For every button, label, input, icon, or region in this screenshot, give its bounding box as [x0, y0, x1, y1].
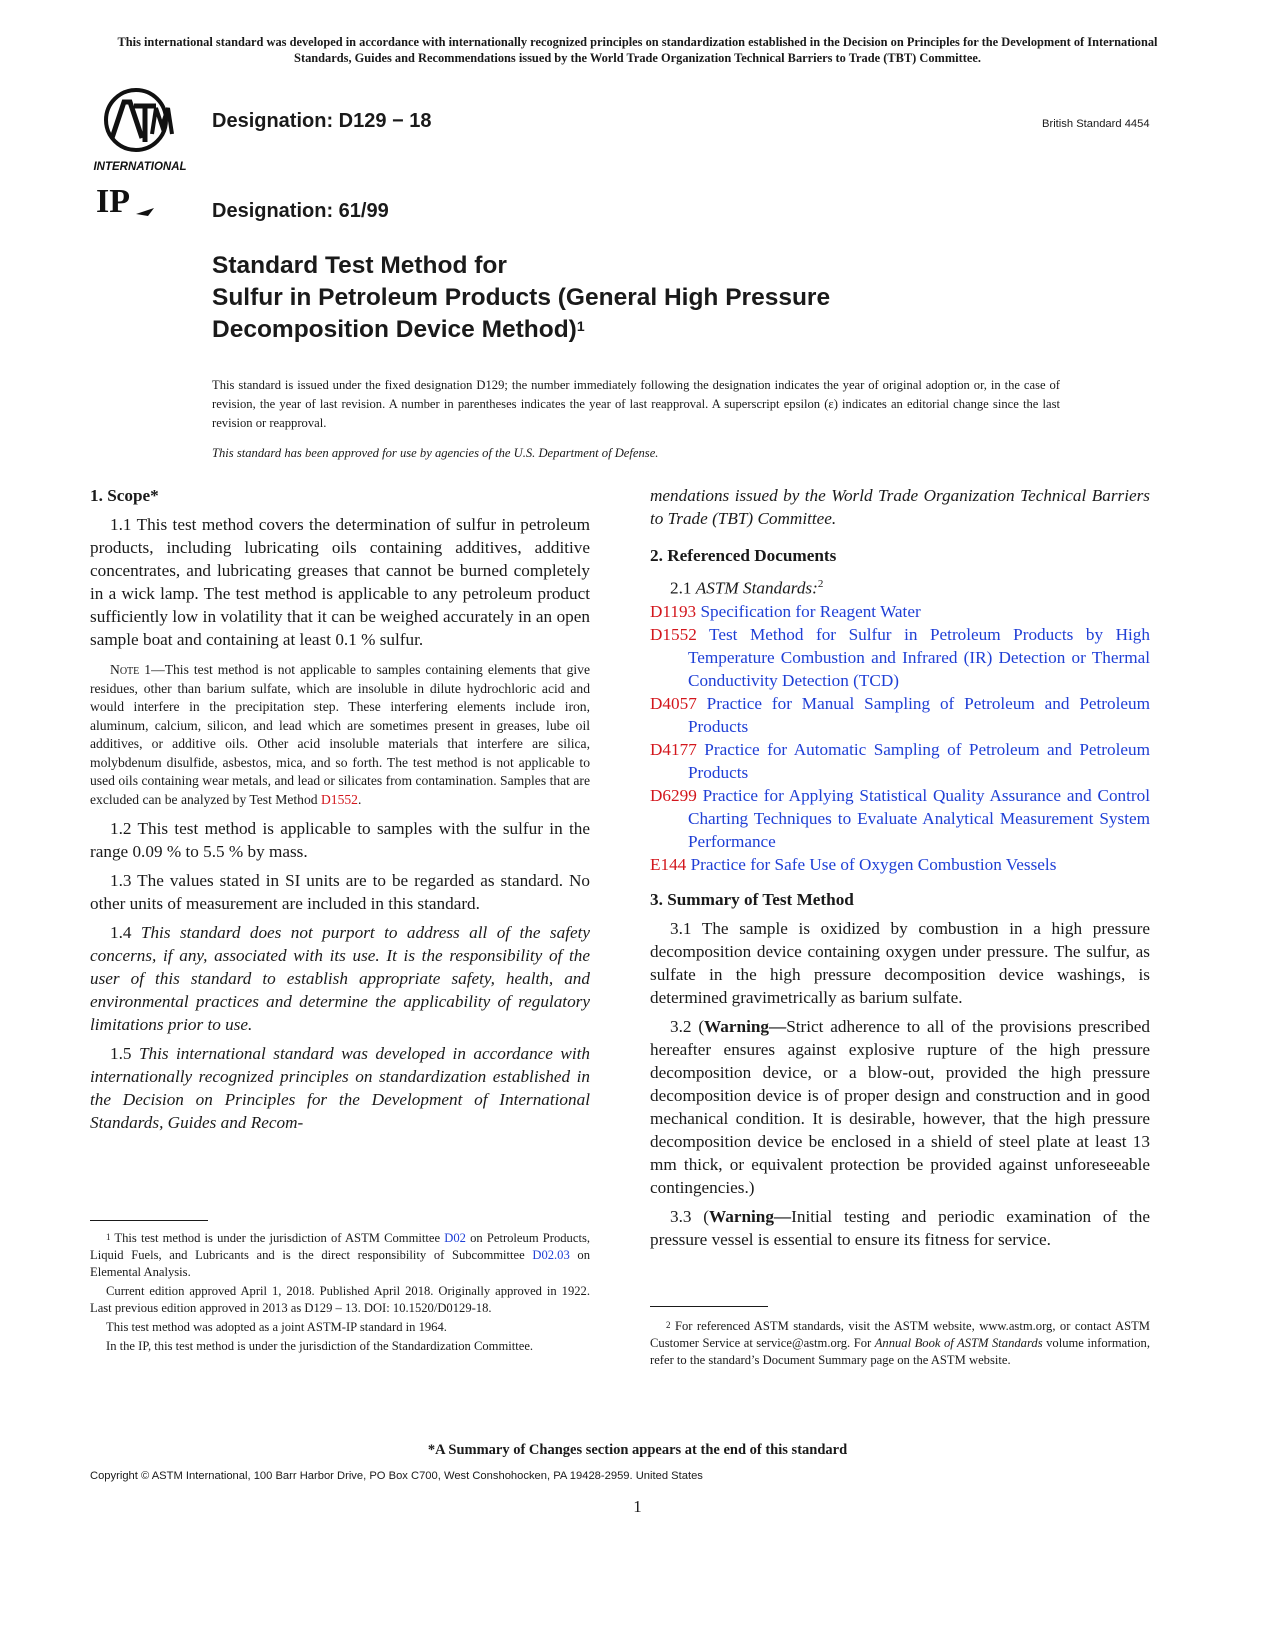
reference-d4057[interactable]: D4057 Practice for Manual Sampling of Petroleum and Petroleum Products — [650, 693, 1150, 736]
footnote-1-edition: Current edition approved April 1, 2018. Published April 2018. Originally approved in 1922. Last previous edition approved in 2013 as D129 – 13. DOI: 10.1520/D0129-18. — [90, 1284, 590, 1315]
footnote-1-ip: In the IP, this test method is under the jurisdiction of the Standardization Committee. — [106, 1339, 534, 1353]
astm-logo-text: INTERNATIONAL — [93, 161, 187, 173]
summary-heading: 3. Summary of Test Method — [650, 889, 854, 909]
reference-list — [650, 600, 1150, 876]
svg-text:IP: IP — [96, 183, 130, 220]
dod-approval-note: This standard has been approved for use by agencies of the U.S. Department of Defense. — [212, 446, 659, 460]
footnotes-right — [650, 1318, 1150, 1371]
paragraph-1-5-continued: mendations issued by the World Trade Organization Technical Barriers to Trade (TBT) Committee. — [650, 486, 1150, 528]
paragraph-1-3: 1.3 The values stated in SI units are to be regarded as standard. No other units of measurement are included in this standard. — [90, 871, 590, 913]
top-notice: This international standard was developed in accordance with internationally recognized principles on standardization established in the Decision on Principles for the Development of International Standards, Guides and Recommendations issued by the World Trade Organization Technical Barriers to Trade (TBT) Committee. — [117, 35, 1158, 65]
scope-heading: 1. Scope* — [90, 486, 159, 505]
astm-logo — [90, 86, 190, 174]
reference-e144[interactable]: E144 Practice for Safe Use of Oxygen Combustion Vessels — [650, 854, 1057, 874]
issuance-note: This standard is issued under the fixed designation D129; the number immediately following the designation indicates the year of original adoption or, in the case of revision, the year of last revision. A number in parentheses indicates the year of last reapproval. A superscript epsilon (ε) indicates an editorial change since the last revision or reapproval. — [212, 378, 1060, 430]
paragraph-3-1: 3.1 The sample is oxidized by combustion in a high pressure decomposition device containing oxygen under pressure. The sulfur, as sulfate in the high pressure decomposition device washings, is determined gravimetrically as barium sulfate. — [650, 918, 1150, 1007]
summary-of-changes-note: *A Summary of Changes section appears at the end of this standard — [427, 1442, 848, 1458]
astm-standards-subheading: 2.1 ASTM Standards:$^2$ — [670, 578, 824, 598]
document-title — [212, 250, 1112, 346]
footnote-2: $^2$ For referenced ASTM standards, visit the ASTM website, www.astm.org, or contact ASTM Customer Service at service@astm.org. For Annual Book of ASTM Standards volume information, refer to the standard’s Document Summary page on the ASTM website. — [650, 1319, 1150, 1367]
paragraph-3-3: 3.3 (Warning—Initial testing and periodic examination of the pressure vessel is essential to ensure its fitness for service. — [650, 1206, 1150, 1249]
copyright: Copyright © ASTM International, 100 Barr Harbor Drive, PO Box C700, West Conshohocken, PA 19428-2959. United States — [90, 1470, 703, 1482]
link-d1552-note[interactable]: D1552 — [320, 791, 358, 807]
references-heading: 2. Referenced Documents — [650, 546, 837, 565]
footnote-rule-left — [90, 1220, 208, 1221]
note-1-label: Note 1 — [110, 662, 152, 677]
paragraph-1-1: 1.1 This test method covers the determination of sulfur in petroleum products, including lubricating oils containing additives, additive concentrates, and lubricating greases that cannot be burned completely in a wick lamp. The test method is applicable to any petroleum product sufficiently low in volatility that it can be weighed accurately in an open sample boat and containing at least 0.1 % sulfur. — [90, 515, 590, 649]
designation-ip: Designation: 61/99 — [212, 200, 389, 222]
paragraph-3-2: 3.2 (Warning—Strict adherence to all of the provisions prescribed hereafter ensures against explosive rupture of the high pressure decomposition device, or a blow-out, provided the high pressure decomposition device is of proper design and construction and in good mechanical condition. It is desirable, however, that the high pressure decomposition device be enclosed in a shield of steel plate at least 13 mm thick, or equivalent protection be provided against unforeseeable contingencies.) — [650, 1016, 1150, 1197]
reference-d6299[interactable]: D6299 Practice for Applying Statistical Quality Assurance and Control Charting Techniques to Evaluate Analytical Measurement System Performance — [650, 785, 1150, 851]
link-d02-03[interactable]: D02.03 — [532, 1248, 570, 1262]
left-column — [90, 484, 590, 1140]
title-line-1: Standard Test Method for — [212, 252, 507, 279]
paragraph-1-5: 1.5 This international standard was developed in accordance with internationally recognized principles on standardization established in the Decision on Principles for the Development of International Standards, Guides and Recom- — [90, 1044, 590, 1132]
link-d02[interactable]: D02 — [444, 1231, 466, 1245]
title-line-2: Sulfur in Petroleum Products (General High Pressure — [212, 284, 831, 311]
footnotes-left — [90, 1230, 590, 1357]
footnote-1-adoption: This test method was adopted as a joint ASTM-IP standard in 1964. — [106, 1320, 447, 1334]
ip-logo — [92, 180, 172, 222]
reference-d1552[interactable]: D1552 Test Method for Sulfur in Petroleum Products by High Temperature Combustion and Infrared (IR) Detection or Thermal Conductivity Detection (TCD) — [650, 624, 1150, 690]
designation-astm: Designation: D129 − 18 — [212, 110, 432, 132]
page-number: 1 — [633, 1497, 642, 1516]
paragraph-1-2: 1.2 This test method is applicable to samples with the sulfur in the range 0.09 % to 5.5 % by mass. — [90, 819, 590, 861]
footnote-1: $^1$ This test method is under the jurisdiction of ASTM Committee D02 on Petroleum Products, Liquid Fuels, and Lubricants and is the direct responsibility of Subcommittee D02.03 on Elemental Analysis. — [90, 1231, 590, 1279]
footnote-rule-right — [650, 1306, 768, 1307]
right-column — [650, 484, 1150, 1257]
title-line-3: Decomposition Device Method)$^1$ — [212, 316, 585, 343]
british-standard: British Standard 4454 — [1042, 118, 1150, 130]
reference-d1193[interactable]: D1193 Specification for Reagent Water — [650, 601, 921, 621]
paragraph-1-4: 1.4 This standard does not purport to address all of the safety concerns, if any, associated with its use. It is the responsibility of the user of this standard to establish appropriate safety, health, and environmental practices and determine the applicability of regulatory limitations prior to use. — [90, 923, 590, 1034]
reference-d4177[interactable]: D4177 Practice for Automatic Sampling of Petroleum and Petroleum Products — [650, 739, 1150, 782]
note-1: Note 1—This test method is not applicable to samples containing elements that give residues, other than barium sulfate, which are insoluble in dilute hydrochloric acid and would interfere in the precipitation step. These interfering elements include iron, aluminum, calcium, silicon, and lead which are sometimes present in greases, lube oil additives, or additive oils. Other acid insoluble materials that interfere are silica, molybdenum disulfide, asbestos, mica, and so forth. The test method is not applicable to used oils containing wear metals, and lead or silicates from contamination. Samples that are excluded can be analyzed by Test Method D1552. — [90, 662, 590, 807]
title-footnote-marker: 1 — [576, 318, 585, 334]
